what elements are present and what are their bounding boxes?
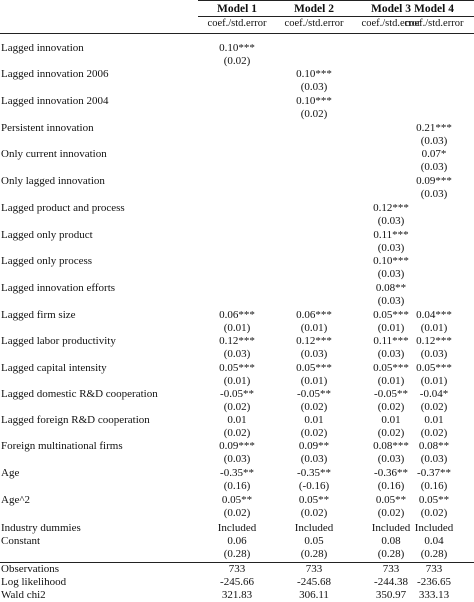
coef-cell: 0.11***: [373, 229, 409, 241]
coef-cell: 0.12***: [296, 335, 332, 347]
constant-coef-cell: 0.05: [304, 535, 324, 547]
coef-cell: 0.05**: [375, 494, 407, 506]
se-cell: (0.02): [420, 427, 448, 439]
se-cell: (0.01): [300, 322, 328, 334]
se-cell: (0.16): [377, 480, 405, 492]
top-rule: [198, 0, 474, 1]
se-cell: (0.03): [420, 161, 448, 173]
se-cell: (0.03): [377, 268, 405, 280]
stat-cell: 333.13: [418, 589, 450, 601]
coef-cell: 0.06***: [296, 309, 332, 321]
row-label: Age: [1, 467, 20, 479]
se-cell: (0.16): [420, 480, 448, 492]
se-cell: (0.02): [300, 401, 328, 413]
coef-cell: 0.05***: [296, 362, 332, 374]
se-cell: (0.02): [377, 507, 405, 519]
row-label: Lagged foreign R&D cooperation: [1, 414, 150, 426]
coef-cell: 0.05***: [219, 362, 255, 374]
se-cell: (0.03): [420, 135, 448, 147]
coef-cell: 0.08***: [373, 440, 409, 452]
row-label: Lagged labor productivity: [1, 335, 116, 347]
row-label: Only lagged innovation: [1, 175, 105, 187]
row-label: Lagged innovation efforts: [1, 282, 116, 294]
model-header-4: Model 4: [414, 3, 454, 15]
industry-cell: Included: [414, 522, 454, 534]
coef-cell: -0.04*: [419, 388, 449, 400]
coef-cell: -0.36**: [374, 467, 408, 479]
constant-se-cell: (0.28): [300, 548, 328, 560]
se-cell: (0.02): [223, 427, 251, 439]
stat-cell: -245.66: [220, 576, 254, 588]
coef-cell: 0.08**: [418, 440, 450, 452]
row-label: Only current innovation: [1, 148, 107, 160]
se-cell: (0.03): [420, 188, 448, 200]
stat-cell: 733: [425, 563, 443, 575]
row-label: Lagged firm size: [1, 309, 76, 321]
coef-cell: 0.10***: [296, 68, 332, 80]
se-cell: (0.01): [377, 375, 405, 387]
stat-cell: -236.65: [417, 576, 451, 588]
se-cell: (0.01): [420, 375, 448, 387]
coef-cell: 0.10***: [296, 95, 332, 107]
stat-cell: -244.38: [374, 576, 408, 588]
stat-cell: 321.83: [221, 589, 253, 601]
constant-coef-cell: 0.06: [227, 535, 247, 547]
coef-cell: 0.01: [304, 414, 324, 426]
subheader-4: coef./std.error: [404, 18, 464, 29]
coef-cell: 0.10***: [219, 42, 255, 54]
stat-cell: -245.68: [297, 576, 331, 588]
coef-cell: 0.07*: [421, 148, 447, 160]
row-label: Lagged innovation: [1, 42, 84, 54]
row-label: Foreign multinational firms: [1, 440, 123, 452]
se-cell: (0.03): [377, 348, 405, 360]
row-label: Age^2: [1, 494, 30, 506]
se-cell: (0.03): [420, 453, 448, 465]
coef-cell: -0.05**: [220, 388, 254, 400]
se-cell: (0.03): [300, 348, 328, 360]
stat-cell: 733: [228, 563, 246, 575]
coef-cell: 0.09***: [416, 175, 452, 187]
constant-coef-cell: 0.04: [424, 535, 444, 547]
industry-cell: Included: [217, 522, 257, 534]
coef-cell: 0.05***: [416, 362, 452, 374]
se-cell: (0.01): [300, 375, 328, 387]
se-cell: (0.02): [377, 401, 405, 413]
coef-cell: 0.01: [424, 414, 444, 426]
constant-se-cell: (0.28): [420, 548, 448, 560]
industry-cell: Included: [294, 522, 334, 534]
row-label: Lagged only product: [1, 229, 93, 241]
se-cell: (0.02): [420, 401, 448, 413]
row-label: Lagged innovation 2006: [1, 68, 109, 80]
row-label: Lagged innovation 2004: [1, 95, 109, 107]
coef-cell: 0.09**: [298, 440, 330, 452]
stat-cell: 306.11: [299, 589, 329, 601]
coef-cell: -0.35**: [297, 467, 331, 479]
constant-se-cell: (0.28): [223, 548, 251, 560]
se-cell: (0.01): [420, 322, 448, 334]
se-cell: (0.03): [377, 295, 405, 307]
se-cell: (0.02): [300, 108, 328, 120]
se-cell: (0.03): [300, 453, 328, 465]
se-cell: (0.02): [223, 55, 251, 67]
stat-label: Wald chi2: [1, 589, 46, 601]
coef-cell: 0.05**: [298, 494, 330, 506]
constant-label: Constant: [1, 535, 41, 547]
se-cell: (0.16): [223, 480, 251, 492]
se-cell: (0.03): [223, 348, 251, 360]
stat-cell: 733: [305, 563, 323, 575]
model-header-3: Model 3: [371, 3, 411, 15]
constant-se-cell: (0.28): [377, 548, 405, 560]
row-label: Lagged product and process: [1, 202, 125, 214]
se-cell: (0.03): [377, 215, 405, 227]
industry-cell: Included: [371, 522, 411, 534]
coef-cell: 0.05**: [221, 494, 253, 506]
coef-cell: 0.21***: [416, 122, 452, 134]
se-cell: (0.03): [377, 242, 405, 254]
coef-cell: 0.01: [227, 414, 247, 426]
se-cell: (0.01): [377, 322, 405, 334]
row-label: Persistent innovation: [1, 122, 94, 134]
se-cell: (0.01): [223, 375, 251, 387]
stat-label: Observations: [1, 563, 60, 575]
se-cell: (0.03): [377, 453, 405, 465]
coef-cell: -0.37**: [417, 467, 451, 479]
coef-cell: -0.05**: [297, 388, 331, 400]
coef-cell: 0.11***: [373, 335, 409, 347]
se-cell: (0.02): [377, 427, 405, 439]
se-cell: (-0.16): [298, 480, 330, 492]
subheader-2: coef./std.error: [284, 18, 344, 29]
coef-cell: 0.01: [381, 414, 401, 426]
row-label: Lagged only process: [1, 255, 93, 267]
industry-label: Industry dummies: [1, 522, 81, 534]
coef-cell: -0.35**: [220, 467, 254, 479]
coef-cell: 0.05***: [373, 362, 409, 374]
row-label: Lagged capital intensity: [1, 362, 107, 374]
se-cell: (0.02): [300, 427, 328, 439]
coef-cell: 0.04***: [416, 309, 452, 321]
se-cell: (0.03): [420, 348, 448, 360]
coef-cell: 0.06***: [219, 309, 255, 321]
se-cell: (0.03): [223, 453, 251, 465]
model-header-1: Model 1: [217, 3, 257, 15]
coef-cell: 0.12***: [373, 202, 409, 214]
coef-cell: 0.08**: [375, 282, 407, 294]
stat-cell: 733: [382, 563, 400, 575]
body-top-rule: [0, 33, 474, 34]
se-cell: (0.01): [223, 322, 251, 334]
row-label: Lagged domestic R&D cooperation: [1, 388, 158, 400]
subheader-1: coef./std.error: [207, 18, 267, 29]
constant-coef-cell: 0.08: [381, 535, 401, 547]
se-cell: (0.02): [223, 401, 251, 413]
coef-cell: 0.12***: [219, 335, 255, 347]
model-header-2: Model 2: [294, 3, 334, 15]
coef-cell: 0.10***: [373, 255, 409, 267]
stat-cell: 350.97: [375, 589, 407, 601]
se-cell: (0.02): [420, 507, 448, 519]
se-cell: (0.02): [300, 507, 328, 519]
se-cell: (0.02): [223, 507, 251, 519]
coef-cell: 0.05**: [418, 494, 450, 506]
coef-cell: 0.12***: [416, 335, 452, 347]
se-cell: (0.03): [300, 81, 328, 93]
stat-label: Log likelihood: [1, 576, 67, 588]
subheader-3: coef./std.error: [361, 18, 421, 29]
coef-cell: 0.09***: [219, 440, 255, 452]
coef-cell: -0.05**: [374, 388, 408, 400]
coef-cell: 0.05***: [373, 309, 409, 321]
